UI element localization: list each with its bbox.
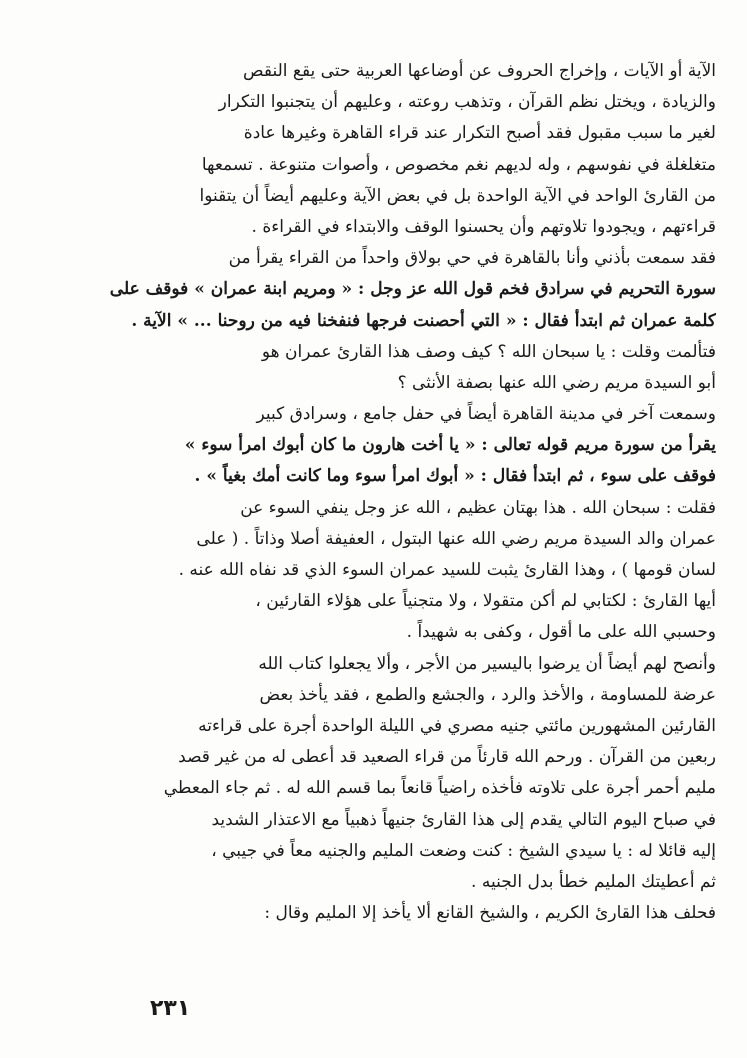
text-line: وحسبي الله على ما أقول ، وكفى به شهيداً . [406, 622, 716, 643]
text-line: فقلت : سبحان الله . هذا بهتان عظيم ، الله عز وجل ينفي السوء عن [240, 497, 716, 518]
text-line: عرضة للمساومة ، والأخذ والرد ، والجشع والطمع ، فقد يأخذ بعض [259, 684, 716, 705]
text-line: وسمعت آخر في مدينة القاهرة أيضاً في حفل جامع ، وسرادق كبير [256, 404, 716, 425]
text-line-quote: سورة التحريم في سرادق فخم قول الله عز وجل : « ومريم ابنة عمران » فوقف على [109, 279, 716, 300]
text-line: فقد سمعت بأذني وأنا بالقاهرة في حي بولاق واحداً من القراء يقرأ من [228, 248, 716, 269]
text-line: من القارئ الواحد في الآية الواحدة بل في بعض الآية وعليهم أيضاً أن يتقنوا [199, 185, 716, 206]
text-line-quote: كلمة عمران ثم ابتدأ فقال : « التي أحصنت فرجها فنفخنا فيه من روحنا ... » الآية . [131, 310, 716, 331]
text-line: في صباح اليوم التالي يقدم إلى هذا القارئ جنيهاً ذهبياً مع الاعتذار الشديد [211, 809, 716, 830]
text-line: إليه قائلا له : يا سيدي الشيخ : كنت وضعت المليم والجنيه معاً في جيبي ، [211, 840, 716, 861]
text-line-quote: فوقف على سوء ، ثم ابتدأ فقال : « أبوك امرأ سوء وما كانت أمك بغياً » . [194, 466, 716, 487]
text-line: فحلف هذا القارئ الكريم ، والشيخ القانع ألا يأخذ إلا المليم وقال : [264, 903, 716, 924]
text-line: عمران والد السيدة مريم رضي الله عنها البتول ، العفيفة أصلا وذاتاً . ( على [196, 528, 716, 549]
text-line: فتألمت وقلت : يا سبحان الله ؟ كيف وصف هذا القارئ عمران هو [261, 341, 716, 362]
text-line: الآية أو الآيات ، وإخراج الحروف عن أوضاعها العربية حتى يقع النقص [243, 61, 716, 81]
text-line: لغير ما سبب مقبول فقد أصبح التكرار عند قراء القاهرة وغيرها عادة [243, 123, 716, 144]
text-line: والزيادة ، ويختل نظم القرآن ، وتذهب روعته ، وعليهم أن يتجنبوا التكرار [218, 92, 716, 113]
text-line: القارئين المشهورين مائتي جنيه مصري في الليلة الواحدة أجرة على قراءته [198, 715, 716, 736]
text-line: وأنصح لهم أيضاً أن يرضوا باليسير من الأجر ، وألا يجعلوا كتاب الله [258, 653, 716, 674]
text-line: ربعين من القرآن . ورحم الله قارئاً من قراء الصعيد قد أعطى له من غير قصد [178, 747, 716, 768]
text-line: مليم أحمر أجرة على تلاوته فأخذه راضياً قانعاً بما قسم الله له . ثم جاء المعطي [163, 778, 716, 799]
text-line: أبو السيدة مريم رضي الله عنها بصفة الأنثى ؟ [397, 372, 716, 393]
text-line: لسان قومها ) ، وهذا القارئ يثبت للسيد عمران السوء الذي قد نفاه الله عنه . [178, 560, 716, 580]
page-number: ٢٣١ [150, 996, 191, 1021]
text-line: ثم أعطيتك المليم خطأ بدل الجنيه . [471, 871, 716, 892]
text-line: قراءتهم ، ويجودوا تلاوتهم وأن يحسنوا الوقف والابتداء في القراءة . [251, 216, 716, 237]
text-line: أيها القارئ : لكتابي لم أكن متقولا ، ولا متجنياً على هؤلاء القارئين ، [255, 591, 716, 612]
text-line-quote: يقرأ من سورة مريم قوله تعالى : « يا أخت هارون ما كان أبوك امرأ سوء » [184, 435, 716, 456]
body-text [60, 56, 716, 929]
text-line: متغلغلة في نفوسهم ، وله لديهم نغم مخصوص ، وأصوات متنوعة . تسمعها [201, 154, 716, 175]
